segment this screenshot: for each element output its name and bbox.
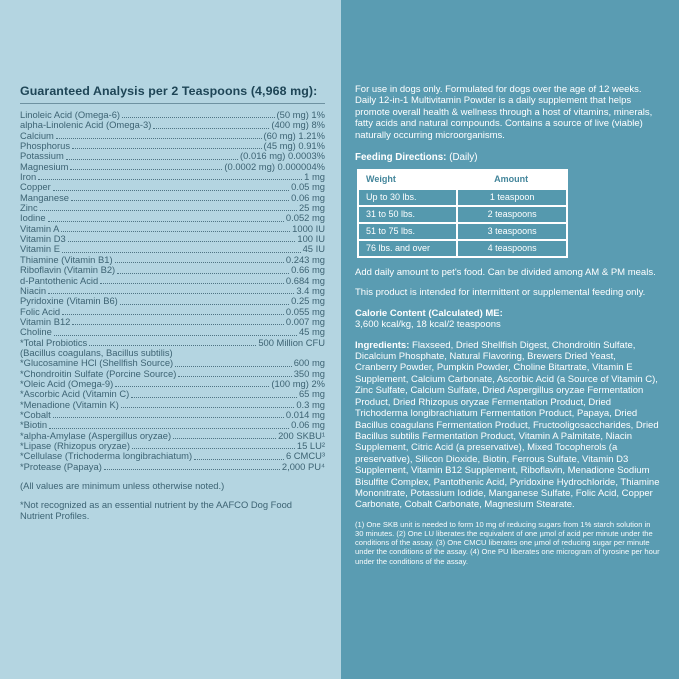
nutrient-name: Manganese xyxy=(20,191,69,203)
nutrient-row xyxy=(20,213,325,223)
nutrient-value: 25 mg xyxy=(298,202,325,214)
nutrient-name: Vitamin A xyxy=(20,222,60,234)
nutrient-name: *Oleic Acid (Omega-9) xyxy=(20,377,114,389)
dotted-leader xyxy=(100,283,284,284)
amount-cell: 2 teaspoons xyxy=(458,207,566,222)
feeding-table-row xyxy=(359,241,566,256)
dotted-leader xyxy=(40,210,297,211)
nutrient-value: 0.014 mg xyxy=(285,408,325,420)
nutrient-name: Zinc xyxy=(20,202,38,214)
nutrient-value: 0.05 mg xyxy=(291,181,325,193)
nutrient-name: Iron xyxy=(20,171,37,183)
dotted-leader xyxy=(38,179,302,180)
feeding-table-row xyxy=(359,224,566,239)
nutrient-name: Riboflavin (Vitamin B2) xyxy=(20,264,116,276)
dotted-leader xyxy=(48,293,294,294)
amount-cell: 3 teaspoons xyxy=(458,224,566,239)
nutrient-name: *Menadione (Vitamin K) xyxy=(20,398,119,410)
feeding-table-header xyxy=(359,171,566,188)
dotted-leader xyxy=(104,469,280,470)
nutrient-row xyxy=(20,327,325,337)
dotted-leader xyxy=(72,324,284,325)
nutrient-row xyxy=(20,400,325,410)
nutrient-name: Iodine xyxy=(20,212,46,224)
feeding-directions-label: Feeding Directions: xyxy=(355,152,447,164)
nutrient-value: (50 mg) 1% xyxy=(276,109,325,120)
nutrient-name: *Total Probiotics xyxy=(20,336,88,348)
dotted-leader xyxy=(53,190,289,191)
nutrient-name: (Bacillus coagulans, Bacillus subtilis) xyxy=(20,346,173,358)
nutrient-name: Vitamin E xyxy=(20,243,60,255)
dotted-leader xyxy=(89,345,256,346)
dotted-leader xyxy=(54,335,297,336)
dotted-leader xyxy=(56,138,262,139)
nutrient-name: Calcium xyxy=(20,129,54,141)
nutrient-value: 0.052 mg xyxy=(285,212,325,224)
nutrient-value: 45 IU xyxy=(302,243,325,255)
nutrient-value: (60 mg) 1.21% xyxy=(263,129,325,141)
nutrient-name: Niacin xyxy=(20,284,47,296)
dotted-leader xyxy=(66,159,238,160)
guaranteed-analysis-title: Guaranteed Analysis per 2 Teaspoons (4,968 mg): xyxy=(20,84,318,98)
dotted-leader xyxy=(178,376,291,377)
nutrient-name: *Lipase (Rhizopus oryzae) xyxy=(20,440,130,451)
nutrient-value: (400 mg) 8% xyxy=(271,119,325,131)
nutrient-row xyxy=(20,193,325,203)
nutrient-value: 500 Million CFU xyxy=(258,336,325,348)
nutrient-row xyxy=(20,172,325,182)
nutrient-value: (45 mg) 0.91% xyxy=(263,140,325,152)
nutrient-row xyxy=(20,162,325,172)
feeding-frequency: (Daily) xyxy=(449,152,478,164)
add-daily-note: Add daily amount to pet's food. Can be divided among AM & PM meals. xyxy=(355,267,656,279)
dotted-leader xyxy=(61,231,290,232)
nutrient-name: Magnesium xyxy=(20,160,69,172)
nutrient-value: 0.243 mg xyxy=(285,253,325,265)
dotted-leader xyxy=(70,169,222,170)
nutrient-value: 65 mg xyxy=(298,388,325,400)
nutrient-name: d-Pantothenic Acid xyxy=(20,274,99,286)
nutrient-value: 0.684 mg xyxy=(285,274,325,286)
dotted-leader xyxy=(68,241,296,242)
nutrient-value: 2,000 PU⁴ xyxy=(281,460,325,472)
nutrient-value: 15 LU² xyxy=(296,440,325,451)
nutrient-value: 0.3 mg xyxy=(296,398,325,410)
nutrient-value: 350 mg xyxy=(293,367,325,379)
intermittent-feeding-note: This product is intended for intermittent or supplemental feeding only. xyxy=(355,287,646,299)
nutrient-row xyxy=(20,276,325,286)
nutrient-value: 0.66 mg xyxy=(291,264,325,276)
nutrient-value: 0.06 mg xyxy=(291,191,325,203)
ingredients-text: Flaxseed, Dried Shellfish Digest, Chondroitin Sulfate, Dicalcium Phosphate, Natural Flavoring, Brewers Dried Yeast, Cranberry Powder, Pumpkin Powder, Choline Bitartrate, Vitamin E Supplement, Calcium Carbonate, Ascorbic Acid (a Source of Vitamin C), Zinc Sulfate, Calcium Sulfate, Dried Aspergillus oryzae Fermentation Product, Dried Rhizopus oryzae Fermentation Product, Dried Trichoderma longibrachiatum Fermentation Product, Papaya, Dried Bacillus coagulans Fermentation Product, Fructooligosaccharides, Dried Bacillus subtilis Fermentation Product, Vitamin A Palmitate, Niacin Supplement, Citric Acid (a preservative), Mixed Tocopherols (a preservative), Silicon Dioxide, Biotin, Ferrous Sulfate, Vitamin D3 Supplement, Vitamin B12 Supplement, Riboflavin, Menadione Sodium Bisulfite Complex, Pantothenic Acid, Pyridoxine Hydrochloride, Thiamine Mononitrate, Potassium Iodide, Manganese Sulfate, Folic Acid, Copper Carbonate, Cobalt Carbonate, Magnesium Stearate. xyxy=(355,339,660,511)
nutrient-name: *Biotin xyxy=(20,419,48,431)
nutrient-value: 0.055 mg xyxy=(285,305,325,317)
nutrient-row xyxy=(20,224,325,234)
nutrient-row xyxy=(20,410,325,420)
calorie-value: 3,600 kcal/kg, 18 kcal/2 teaspoons xyxy=(355,319,501,331)
nutrient-value: (0.0002 mg) 0.000004% xyxy=(224,160,325,172)
nutrient-value: 6 CMCU³ xyxy=(285,450,325,462)
amount-cell: 1 teaspoon xyxy=(458,190,566,205)
dotted-leader xyxy=(122,117,274,118)
nutrient-value: 0.25 mg xyxy=(291,295,325,307)
dotted-leader xyxy=(194,459,284,460)
nutrient-name: Potassium xyxy=(20,150,64,162)
dotted-leader xyxy=(117,273,289,274)
nutrient-row xyxy=(20,203,325,213)
nutrient-value: 600 mg xyxy=(293,357,325,369)
nutrient-value: 100 IU xyxy=(297,233,325,245)
dotted-leader xyxy=(48,221,284,222)
dotted-leader xyxy=(71,200,289,201)
nutrient-name: Linoleic Acid (Omega-6) xyxy=(20,109,121,120)
nutrient-name: Vitamin D3 xyxy=(20,233,66,245)
nutrient-value: 1000 IU xyxy=(292,222,325,234)
nutrient-value: 200 SKBU¹ xyxy=(278,429,325,441)
feeding-table-row xyxy=(359,207,566,222)
nutrient-name: *Glucosamine HCl (Shellfish Source) xyxy=(20,357,174,369)
nutrient-name: Choline xyxy=(20,326,52,338)
nutrient-name: Phosphorus xyxy=(20,140,71,152)
feeding-table xyxy=(357,169,568,258)
nutrient-row xyxy=(20,296,325,306)
nutrient-name: *Cobalt xyxy=(20,408,51,420)
usage-paragraph: For use in dogs only. Formulated for dogs over the age of 12 weeks. Daily 12-in-1 Multivitamin Powder is a daily supplement that helps promote overall health & wellness through a host of vitamins, minerals, fatty acids and natural compounds. Contains a source of live (viable) naturally occurring microorganisms. xyxy=(355,84,653,141)
nutrient-value: 0.06 mg xyxy=(291,419,325,431)
weight-cell: 76 lbs. and over xyxy=(359,241,456,256)
feeding-table-row xyxy=(359,190,566,205)
nutrient-name: *alpha-Amylase (Aspergillus oryzae) xyxy=(20,429,172,441)
feeding-table-body xyxy=(359,190,566,256)
amount-column-header: Amount xyxy=(456,171,566,188)
dotted-leader xyxy=(62,252,301,253)
nutrient-row xyxy=(20,317,325,327)
calorie-heading: Calorie Content (Calculated) ME: xyxy=(355,307,503,319)
dotted-leader xyxy=(115,262,284,263)
weight-cell: 51 to 75 lbs. xyxy=(359,224,456,239)
nutrient-value: 1 mg xyxy=(304,171,325,183)
nutrient-row xyxy=(20,265,325,275)
nutrient-name: Vitamin B12 xyxy=(20,315,71,327)
nutrient-value: 3.4 mg xyxy=(296,284,325,296)
nutrient-name: *Ascorbic Acid (Vitamin C) xyxy=(20,388,130,400)
nutrient-row xyxy=(20,234,325,244)
weight-cell: 31 to 50 lbs. xyxy=(359,207,456,222)
nutrient-name: *Chondroitin Sulfate (Porcine Source) xyxy=(20,367,177,379)
dotted-leader xyxy=(173,438,276,439)
feeding-directions-heading xyxy=(355,152,660,163)
nutrient-name: Folic Acid xyxy=(20,305,61,317)
amount-cell: 4 teaspoons xyxy=(458,241,566,256)
dotted-leader xyxy=(72,148,261,149)
dotted-leader xyxy=(132,448,295,449)
dotted-leader xyxy=(131,397,297,398)
ingredients-paragraph xyxy=(355,340,660,511)
unit-definition-footnotes: (1) One SKB unit is needed to form 10 mg of reducing sugars from 1% starch solution in 30 minutes. (2) One LU liberates the equivalent of one µmol of acid per minute under the conditions of the assay. (3) One CMCU liberates one µmol of reducing sugar per minute under the conditions of the assay. (4) One PU liberates one microgram of tyrosine per hour under the conditions of the assay. xyxy=(355,519,660,566)
dotted-leader xyxy=(49,428,289,429)
dotted-leader xyxy=(121,407,294,408)
nutrient-name: Pyridoxine (Vitamin B6) xyxy=(20,295,118,307)
nutrient-name: Copper xyxy=(20,181,51,193)
nutrient-name: Thiamine (Vitamin B1) xyxy=(20,253,113,265)
nutrient-row xyxy=(20,462,325,472)
guaranteed-analysis-list xyxy=(20,110,325,472)
nutrient-name: *Cellulase (Trichoderma longibrachiatum) xyxy=(20,450,193,462)
ingredients-label: Ingredients: xyxy=(355,339,410,351)
dotted-leader xyxy=(62,314,284,315)
dotted-leader xyxy=(120,304,289,305)
nutrient-name: *Protease (Papaya) xyxy=(20,460,102,472)
minimum-values-note: (All values are minimum unless otherwise noted.) xyxy=(20,480,225,492)
dotted-leader xyxy=(53,417,284,418)
nutrient-value: (0.016 mg) 0.0003% xyxy=(240,150,325,162)
directions-panel xyxy=(341,0,679,679)
aafco-note: *Not recognized as an essential nutrient by the AAFCO Dog Food Nutrient Profiles. xyxy=(20,499,293,522)
dotted-leader xyxy=(153,128,269,129)
nutrient-value: (100 mg) 2% xyxy=(271,377,325,389)
nutrient-value: 45 mg xyxy=(298,326,325,338)
dotted-leader xyxy=(115,386,269,387)
weight-cell: Up to 30 lbs. xyxy=(359,190,456,205)
weight-column-header: Weight xyxy=(359,171,456,188)
nutrient-value: 0.007 mg xyxy=(285,315,325,327)
nutrient-name: alpha-Linolenic Acid (Omega-3) xyxy=(20,119,152,131)
title-divider xyxy=(20,103,325,104)
dotted-leader xyxy=(175,366,292,367)
